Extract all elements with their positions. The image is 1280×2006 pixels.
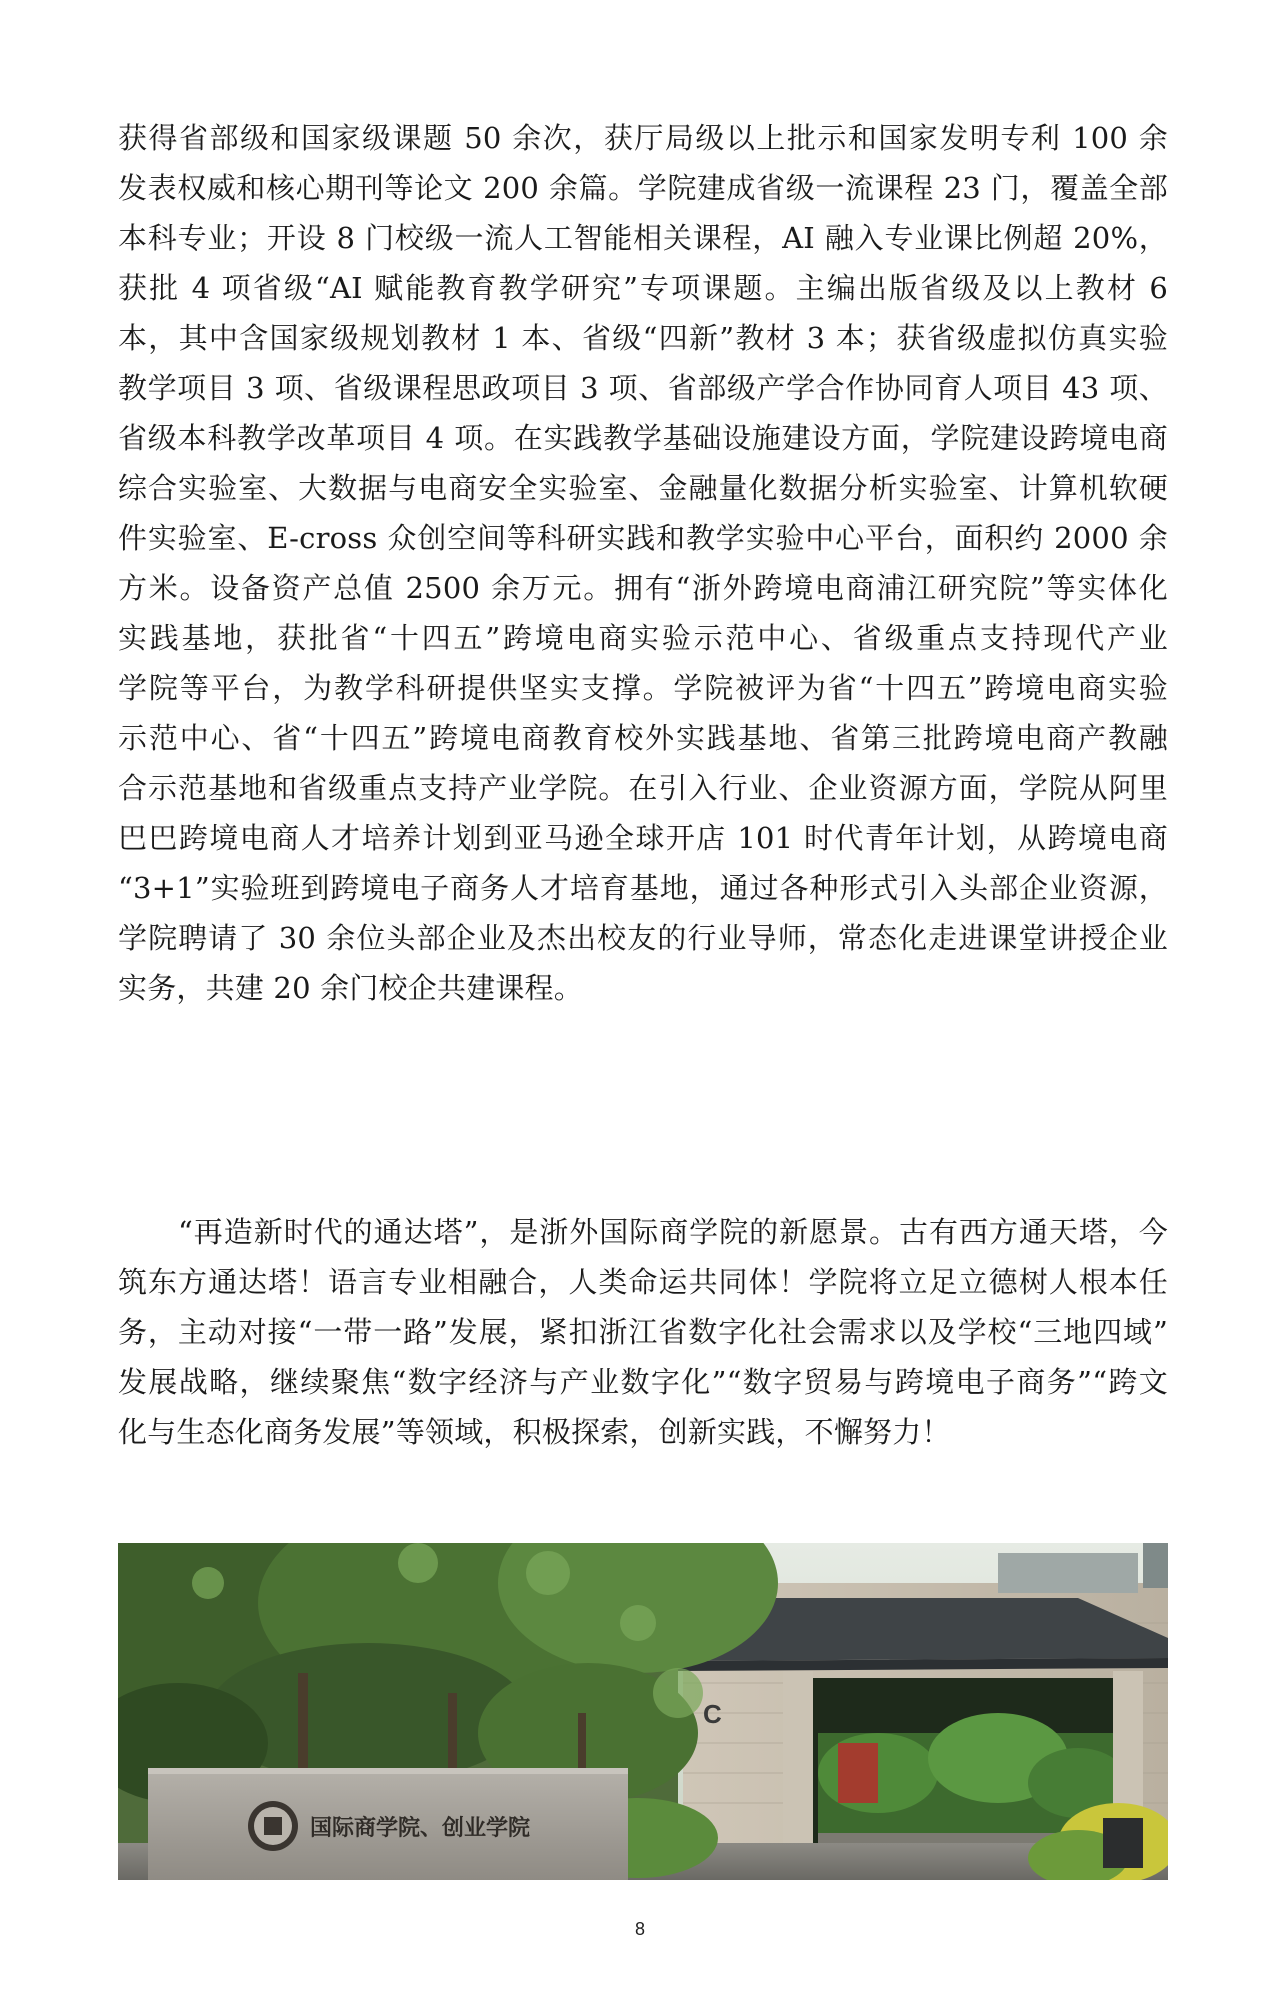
paragraph-line: 获批 4 项省级“AI 赋能教育教学研究”专项课题。主编出版省级及以上教材 6 <box>118 271 1168 305</box>
paragraph-line: 巴巴跨境电商人才培养计划到亚马逊全球开店 101 时代青年计划，从跨境电商 <box>118 821 1168 855</box>
campus-building-photo <box>118 1543 1168 1880</box>
paragraph-line: 获得省部级和国家级课题 50 余次，获厅局级以上批示和国家发明专利 100 余 <box>118 121 1168 155</box>
paragraph-line: 发表权威和核心期刊等论文 200 余篇。学院建成省级一流课程 23 门，覆盖全部 <box>118 171 1168 205</box>
paragraph-line: 化与生态化商务发展”等领域，积极探索，创新实践，不懈努力！ <box>118 1415 951 1449</box>
paragraph-2 <box>118 1207 1168 1457</box>
paragraph-line: 件实验室、E-cross 众创空间等科研实践和教学实验中心平台，面积约 2000 余 <box>118 521 1168 555</box>
paragraph-line: 务，主动对接“一带一路”发展，紧扣浙江省数字化社会需求以及学校“三地四域” <box>118 1315 1168 1349</box>
paragraph-line: “再造新时代的通达塔”，是浙外国际商学院的新愿景。古有西方通天塔，今 <box>178 1215 1168 1249</box>
paragraph-line: 实务，共建 20 余门校企共建课程。 <box>118 971 583 1005</box>
page-number: 8 <box>634 1919 645 1939</box>
paragraph-line: 本科专业；开设 8 门校级一流人工智能相关课程，AI 融入专业课比例超 20%， <box>118 221 1168 255</box>
paragraph-line: “3+1”实验班到跨境电子商务人才培育基地，通过各种形式引入头部企业资源， <box>118 871 1168 905</box>
paragraph-line: 学院等平台，为教学科研提供坚实支撑。学院被评为省“十四五”跨境电商实验 <box>118 671 1168 705</box>
paragraph-line: 学院聘请了 30 余位头部企业及杰出校友的行业导师，常态化走进课堂讲授企业 <box>118 921 1168 955</box>
paragraph-line: 实践基地，获批省“十四五”跨境电商实验示范中心、省级重点支持现代产业 <box>118 621 1168 655</box>
paragraph-line: 方米。设备资产总值 2500 余万元。拥有“浙外跨境电商浦江研究院”等实体化 <box>118 571 1168 605</box>
paragraph-1 <box>118 113 1168 1013</box>
building-letter: C <box>703 1699 722 1729</box>
sign-text: 国际商学院、创业学院 <box>310 1815 531 1841</box>
paragraph-line: 综合实验室、大数据与电商安全实验室、金融量化数据分析实验室、计算机软硬 <box>118 471 1168 505</box>
paragraph-line: 发展战略，继续聚焦“数字经济与产业数字化”“数字贸易与跨境电子商务”“跨文 <box>118 1365 1168 1399</box>
paragraph-line: 教学项目 3 项、省级课程思政项目 3 项、省部级产学合作协同育人项目 43 项、 <box>118 371 1168 405</box>
paragraph-line: 筑东方通达塔！语言专业相融合，人类命运共同体！学院将立足立德树人根本任 <box>118 1265 1168 1299</box>
paragraph-line: 省级本科教学改革项目 4 项。在实践教学基础设施建设方面，学院建设跨境电商 <box>118 421 1168 455</box>
paragraph-line: 示范中心、省“十四五”跨境电商教育校外实践基地、省第三批跨境电商产教融 <box>118 721 1168 755</box>
photo-illustration <box>118 1543 1168 1880</box>
paragraph-line: 本，其中含国家级规划教材 1 本、省级“四新”教材 3 本；获省级虚拟仿真实验 <box>118 321 1168 355</box>
paragraph-line: 合示范基地和省级重点支持产业学院。在引入行业、企业资源方面，学院从阿里 <box>118 771 1168 805</box>
